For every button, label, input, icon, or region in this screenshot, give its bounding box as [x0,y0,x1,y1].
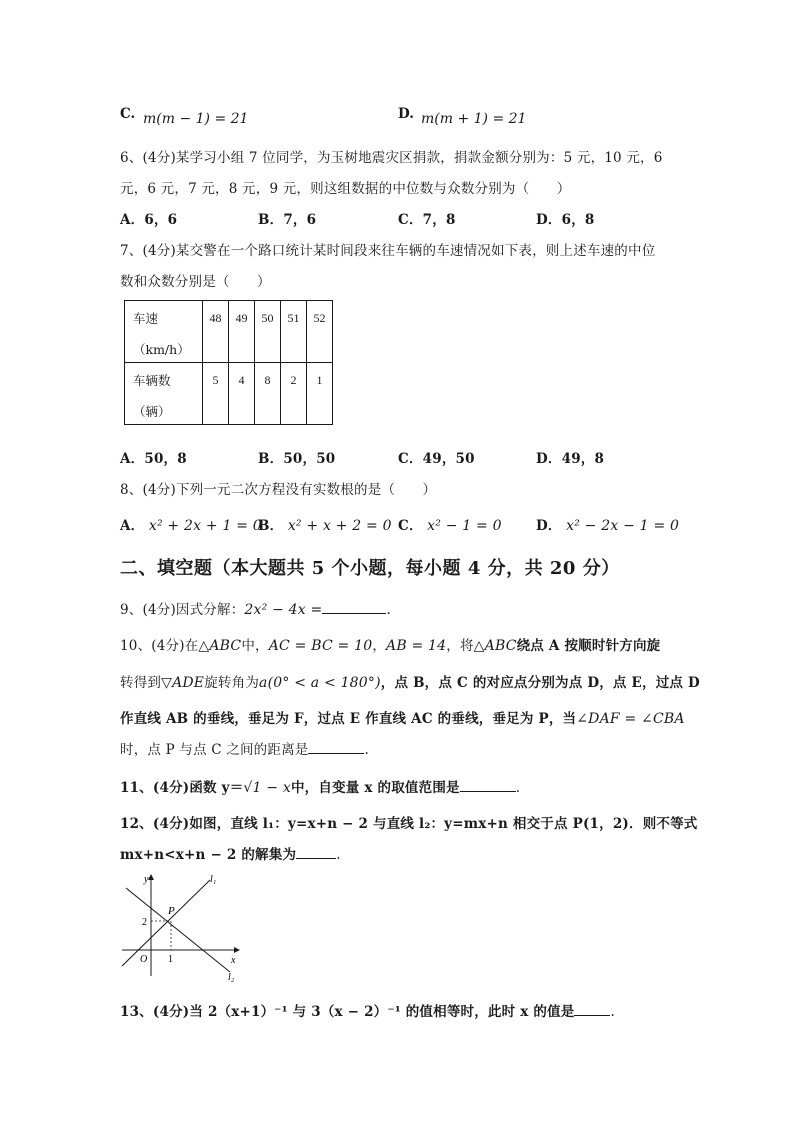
q7-option-a: A．50，8 [120,451,187,467]
q6-option-a: A．6，6 [120,212,178,228]
table-cell: 1 [307,363,333,425]
table-cell: 48 [203,301,229,363]
q5-option-d-letter: D. [398,106,414,122]
q12-graph-figure [118,868,248,983]
table-header-count: 车辆数 （辆） [125,363,203,425]
label-l2: l₂ [228,972,235,983]
q7-line2: 数和众数分别是（ ） [120,274,271,290]
speed-table [124,300,333,425]
q13: 13、(4分)当 2（x+1）⁻¹ 与 3（x − 2）⁻¹ 的值相等时，此时 x 的值是 . [120,1000,615,1020]
label-origin: O [140,954,148,965]
table-cell: 5 [203,363,229,425]
q8-option-a: A． x² + 2x + 1 = 0 [120,518,262,534]
label-l1: l₁ [210,874,217,885]
q10-line3: 作直线 AB 的垂线，垂足为 F，过点 E 作直线 AC 的垂线，垂足为 P，当∠DAF = ∠CBA [120,711,685,727]
answer-blank[interactable] [460,777,516,792]
x-axis-arrow-icon [234,947,240,953]
q11: 11、(4分)函数 y＝√1 − x中，自变量 x 的取值范围是 . [120,776,520,796]
label-y: y [144,874,149,885]
q8-option-d: D． x² − 2x − 1 = 0 [536,518,680,534]
q6-line1: 6、(4分)某学习小组 7 位同学，为玉树地震灾区捐款，捐款金额分别为：5 元，10 元，6 [120,150,663,166]
q10-line1: 10、(4分)在△ABC中，AC = BC = 10，AB = 14，将△ABC绕点 A 按顺时针方向旋 [120,638,661,654]
table-cell: 50 [255,301,281,363]
label-x: x [231,955,236,966]
q10-line2: 转得到▽ADE旋转角为a(0° < a < 180°)，点 B，点 C 的对应点分别为点 D，点 E，过点 D [120,675,700,691]
q9: 9、(4分)因式分解：2x² − 4x = . [120,598,391,618]
label-p: P [168,905,175,917]
answer-blank[interactable] [308,739,364,754]
label-1: 1 [168,954,173,965]
q5-option-c-letter: C. [120,106,136,122]
answer-blank[interactable] [574,1001,610,1016]
line-l1 [122,880,210,966]
table-cell: 51 [281,301,307,363]
table-cell: 52 [307,301,333,363]
q5-option-c-expr: m(m − 1) = 21 [143,111,249,127]
q7-option-b: B．50，50 [258,451,336,467]
answer-blank[interactable] [296,844,336,859]
q6-option-d: D．6，8 [536,212,595,228]
table-cell: 49 [229,301,255,363]
q6-option-b: B．7，6 [258,212,317,228]
q7-option-d: D．49，8 [536,451,605,467]
q7-option-c: C．49，50 [398,451,475,467]
table-row [125,363,333,425]
q12-line2: mx+n<x+n − 2 的解集为 . [120,843,341,863]
q5-option-d-expr: m(m + 1) = 21 [421,111,527,127]
section-title: 二、填空题（本大题共 5 个小题，每小题 4 分，共 20 分） [120,558,620,579]
answer-blank[interactable] [322,599,386,614]
table-cell: 8 [255,363,281,425]
q8-option-b: B． x² + x + 2 = 0 [258,518,392,534]
table-cell: 4 [229,363,255,425]
table-row [125,301,333,363]
table-cell: 2 [281,363,307,425]
q6-line2: 元，6 元，7 元，8 元，9 元，则这组数据的中位数与众数分别为（ ） [120,181,571,197]
q8-option-c: C． x² − 1 = 0 [398,518,502,534]
q8-line1: 8、(4分)下列一元二次方程没有实数根的是（ ） [120,482,437,498]
q6-option-c: C．7，8 [398,212,456,228]
y-axis-arrow-icon [148,874,154,880]
label-2: 2 [142,917,147,928]
q12-line1: 12、(4分)如图，直线 l₁：y=x+n − 2 与直线 l₂：y=mx+n 相交于点 P(1，2)．则不等式 [120,816,698,832]
table-header-speed: 车速 （km/h） [125,301,203,363]
q7-line1: 7、(4分)某交警在一个路口统计某时间段来往车辆的车速情况如下表，则上述车速的中位 [120,243,656,259]
q10-line4: 时，点 P 与点 C 之间的距离是 . [120,738,369,758]
